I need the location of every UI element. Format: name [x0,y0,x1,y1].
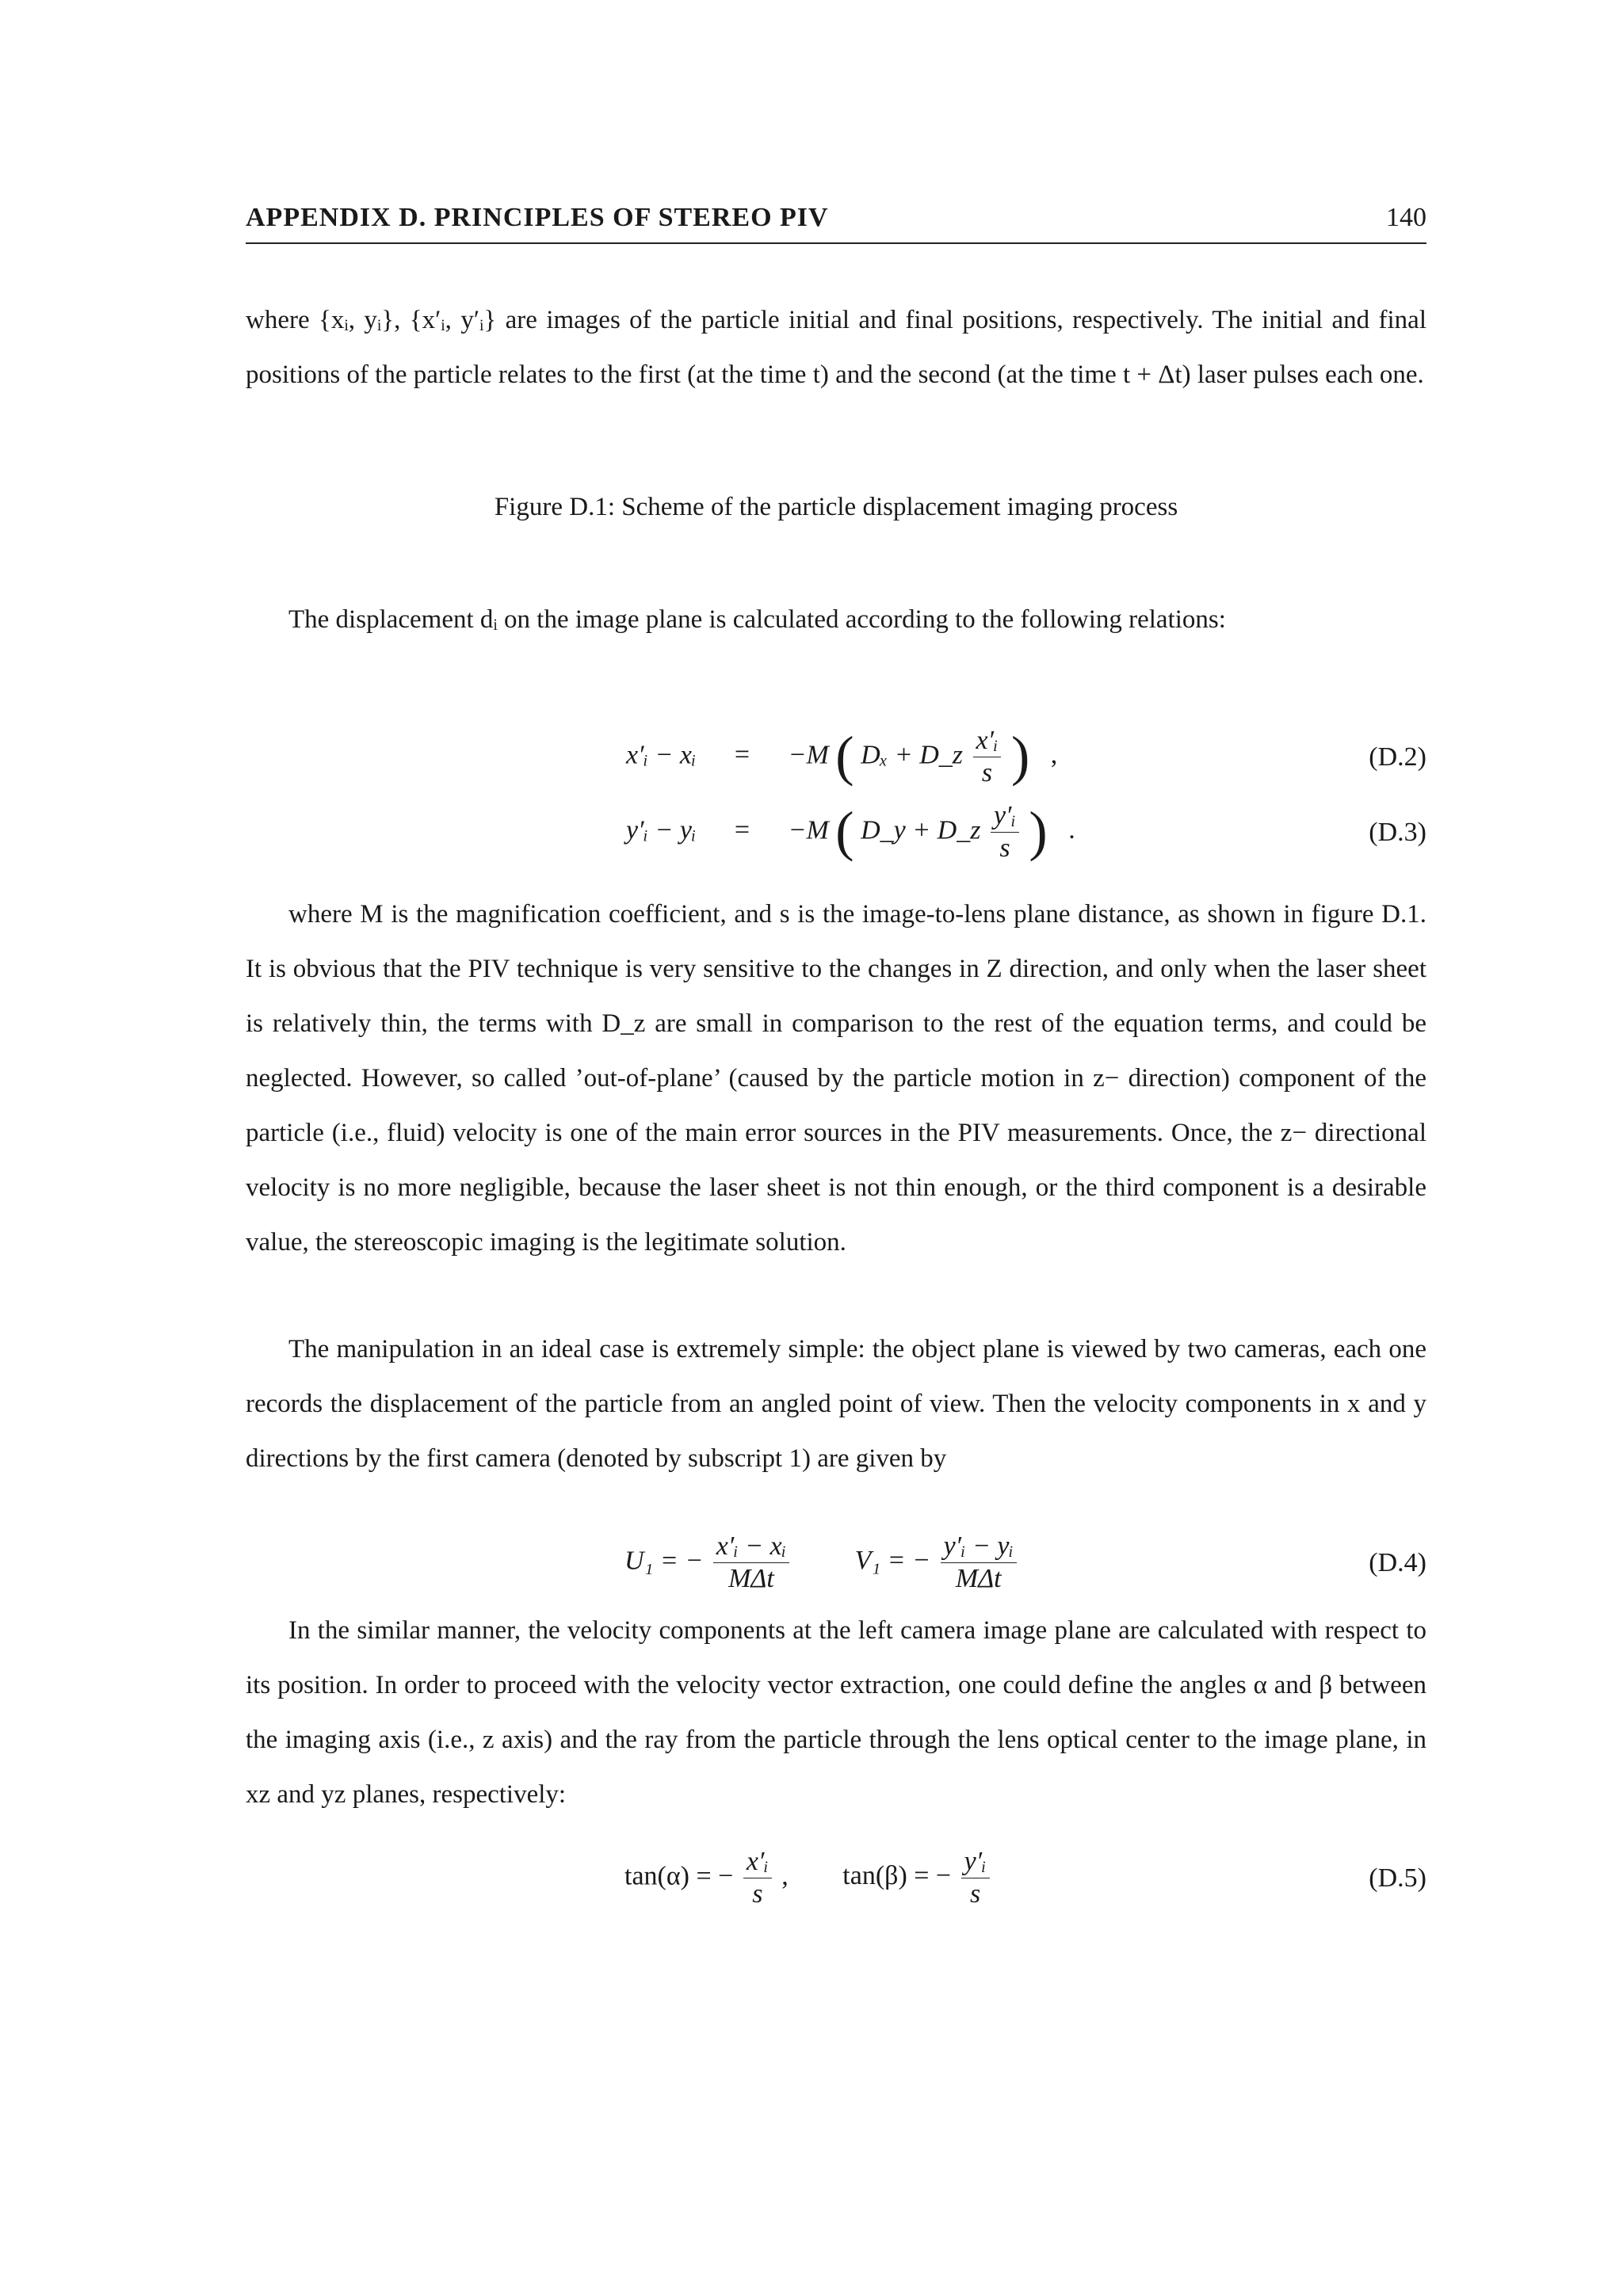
eq-d3-close-paren: ) [1029,801,1048,863]
paragraph-5: In the similar manner, the velocity components at the left camera image plane are calculated with respect to its position. In order to proceed with the velocity vector extraction, one could define the angles α and β between the imaging axis (i.e., z axis) and the ray from the particle through the lens optical center to the image plane, in xz and yz planes, respectively: [246,1616,1426,1809]
eq-d4-v-denominator: MΔt [955,1564,1002,1593]
figure-caption: Figure D.1: Scheme of the particle displacement imaging process [494,493,1178,521]
eq-d3-lhs: y′ᵢ − yᵢ [626,815,697,845]
eq-d2-lhs: x′ᵢ − xᵢ [626,740,697,770]
eq-d3-denominator: s [999,833,1010,863]
equation-d5 [246,1846,1426,1909]
equation-d4 [246,1531,1426,1594]
eq-d4-u-denominator: MΔt [728,1564,774,1593]
eq-d2-punct: , [1050,740,1058,770]
eq-d2-fraction [973,725,1002,789]
eq-d5-a-numerator: x′ᵢ [743,1846,772,1878]
eq-d3-mid: D_y + D_z [861,815,981,845]
eq-d3-pre: −M [788,815,829,845]
page-number: 140 [1386,203,1426,232]
paragraph-2: The displacement dᵢ on the image plane is calculated according to the following relations: [288,605,1226,634]
eq-d4-u-numerator: x′ᵢ − xᵢ [713,1531,789,1563]
eq-d4-v-numerator: y′ᵢ − yᵢ [941,1531,1017,1563]
eq-d3-open-paren: ( [835,801,854,863]
paragraph-1: where {xᵢ, yᵢ}, {x′ᵢ, y′ᵢ} are images of the particle initial and final positions, respectively. The initial and final positions of the particle relates to the first (at the time t) and the second (at the time t + Δt) laser pulses each one. [246,306,1426,389]
eq-d2-open-paren: ( [835,726,854,788]
eq-d5-label: (D.5) [1369,1863,1426,1893]
eq-d2-numerator: x′ᵢ [973,725,1002,757]
eq-d5-b-fraction [961,1846,990,1910]
eq-d3-numerator: y′ᵢ [991,800,1019,833]
paragraph-4: The manipulation in an ideal case is extremely simple: the object plane is viewed by two cameras, each one records the displacement of the particle from an angled point of view. Then the velocity components in x and y directions by the first camera (denoted by subscript 1) are given by [246,1335,1426,1473]
eq-d2-label: (D.2) [1369,742,1426,772]
eq-d5-a-lhs: tan(α) = − [624,1861,734,1891]
eq-d4-v-fraction [941,1531,1017,1595]
eq-d2-pre: −M [788,740,829,770]
eq-d5-b-lhs: tan(β) = − [842,1861,952,1891]
eq-d2-close-paren: ) [1010,726,1030,788]
equation-d3 [246,800,1426,864]
eq-d5-b-numerator: y′ᵢ [961,1846,990,1878]
eq-d4-v-lhs: V₁ = − [854,1546,931,1576]
eq-d3-equals: = [734,815,750,845]
eq-d5-a-denominator: s [752,1879,763,1909]
eq-d3-punct: . [1068,815,1075,845]
running-header [246,203,1426,244]
eq-d4-u-lhs: U₁ = − [624,1546,704,1576]
eq-d5-a-punct: , [781,1861,789,1891]
eq-d4-label: (D.4) [1369,1548,1426,1577]
eq-d2-equals: = [734,740,750,770]
equation-d2 [246,725,1426,788]
eq-d4-u-fraction [713,1531,789,1595]
paragraph-3: where M is the magnification coefficient, and s is the image-to-lens plane distance, as shown in figure D.1. It is obvious that the PIV technique is very sensitive to the changes in Z direction, and only when the laser sheet is relatively thin, the terms with D_z are small in comparison to the rest of the equation terms, and could be neglected. However, so called ’out-of-plane’ (caused by the particle motion in z− direction) component of the particle (i.e., fluid) velocity is one of the main error sources in the PIV measurements. Once, the z− directional velocity is no more negligible, because the laser sheet is not thin enough, or the third component is a desirable value, the stereoscopic imaging is the legitimate solution. [246,900,1426,1257]
eq-d5-a-fraction [743,1846,772,1910]
eq-d3-fraction [991,800,1019,864]
eq-d2-mid: Dₓ + D_z [861,740,964,770]
eq-d2-denominator: s [981,758,993,788]
header-title: APPENDIX D. PRINCIPLES OF STEREO PIV [246,203,829,232]
eq-d5-b-denominator: s [969,1879,981,1909]
eq-d3-label: (D.3) [1369,818,1426,847]
